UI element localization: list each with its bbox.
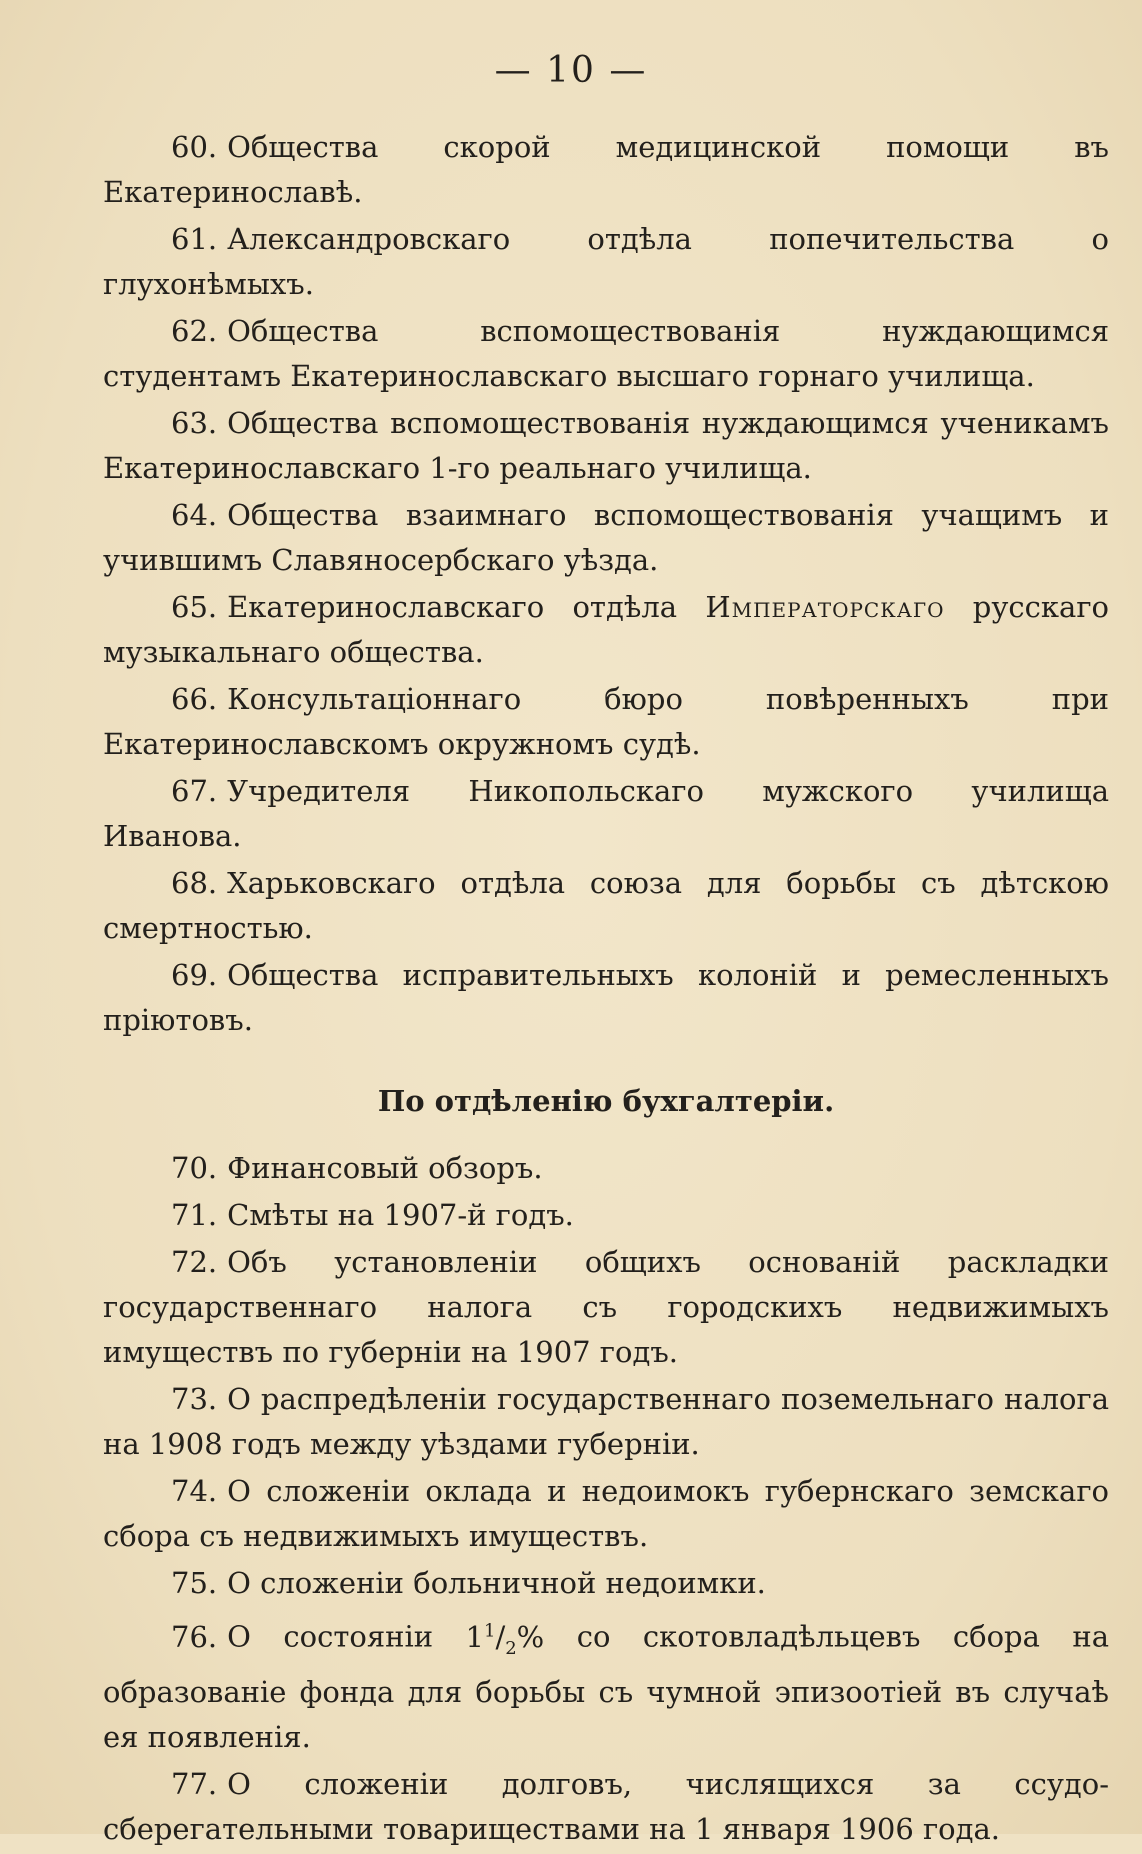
page-content <box>103 125 1109 1854</box>
list-item <box>103 309 1109 399</box>
item-text-caps: Императорскаго <box>705 590 945 624</box>
item-number: 76. <box>171 1619 218 1654</box>
item-text-before: О состояніи <box>227 1619 466 1654</box>
item-text: Общества исправительныхъ колоній и ремесленныхъ пріютовъ. <box>103 958 1109 1037</box>
item-text: Общества взаимнаго вспомоществованія учащимъ и учившимъ Славяносербскаго уѣзда. <box>103 498 1109 577</box>
list-item <box>103 861 1109 951</box>
list-item <box>103 585 1109 675</box>
item-text: Общества вспомоществованія нуждающимся студентамъ Екатеринославскаго высшаго горнаго училища. <box>103 314 1109 393</box>
item-text: О распредѣленіи государственнаго поземельнаго налога на 1908 годъ между уѣздами губерніи. <box>103 1382 1109 1461</box>
list-item <box>103 1561 1109 1606</box>
list-item <box>103 953 1109 1043</box>
item-number: 68. <box>171 866 218 900</box>
item-number: 65. <box>171 590 218 624</box>
list-item <box>103 493 1109 583</box>
item-text-before: Екатеринославскаго отдѣла <box>227 590 706 624</box>
list-item <box>103 1193 1109 1238</box>
item-number: 75. <box>171 1566 218 1600</box>
item-text: Финансовый обзоръ. <box>227 1151 543 1185</box>
item-number: 60. <box>171 130 218 164</box>
item-number: 70. <box>171 1151 218 1185</box>
item-text: Общества вспомоществованія нуждающимся ученикамъ Екатеринославскаго 1-го реальнаго училища. <box>103 406 1109 485</box>
list-item <box>103 1377 1109 1467</box>
item-text: О сложеніи долговъ, числящихся за ссудо-сберегательными товариществами на 1 января 1906 года. <box>103 1767 1109 1847</box>
fraction-percent: % <box>516 1619 545 1654</box>
item-number: 73. <box>171 1382 218 1416</box>
item-number: 62. <box>171 314 218 348</box>
item-text: Общества скорой медицинской помощи въ Екатеринославѣ. <box>103 130 1109 209</box>
item-text: Объ установленіи общихъ основаній раскладки государственнаго налога съ городскихъ недвижимыхъ имуществъ по губерніи на 1907 годъ. <box>103 1245 1109 1369</box>
list-item <box>103 125 1109 215</box>
list-item <box>103 401 1109 491</box>
item-number: 64. <box>171 498 218 532</box>
item-number: 74. <box>171 1474 218 1508</box>
item-number: 61. <box>171 222 218 256</box>
list-item <box>103 1240 1109 1375</box>
item-number: 71. <box>171 1198 218 1232</box>
item-text: О сложеніи больничной недоимки. <box>227 1566 766 1600</box>
fraction-denominator: 2 <box>505 1637 517 1659</box>
item-number: 72. <box>171 1245 218 1279</box>
item-text: О сложеніи оклада и недоимокъ губернскаго земскаго сбора съ недвижимыхъ имуществъ. <box>103 1474 1109 1553</box>
list-item <box>103 677 1109 767</box>
item-text: Консультаціоннаго бюро повѣренныхъ при Екатеринославскомъ окружномъ судѣ. <box>103 682 1109 761</box>
fraction: $1^1/_2\%$ <box>465 1619 545 1659</box>
item-text: Харьковскаго отдѣла союза для борьбы съ дѣтскою смертностью. <box>103 866 1109 945</box>
item-number: 77. <box>171 1767 218 1802</box>
list-item <box>103 217 1109 307</box>
item-number: 66. <box>171 682 218 716</box>
list-item <box>103 1146 1109 1191</box>
item-text: Смѣты на 1907-й годъ. <box>227 1198 574 1232</box>
page-number: — 10 — <box>494 50 648 91</box>
item-number: 69. <box>171 958 218 992</box>
fraction-numerator: 1 <box>483 1620 496 1641</box>
section-heading: По отдѣленію бухгалтеріи. <box>377 1084 835 1118</box>
fraction-whole: 1 <box>465 1619 484 1654</box>
item-text-after: со скотовладѣльцевъ сбора на образованіе фонда для борьбы съ чумной эпизоотіей въ случаѣ ея появленія. <box>103 1619 1109 1755</box>
item-number: 63. <box>171 406 218 440</box>
list-item <box>103 1762 1109 1852</box>
item-number: 67. <box>171 774 218 808</box>
item-text: Александровскаго отдѣла попечительства о глухонѣмыхъ. <box>103 222 1109 301</box>
list-item <box>103 1608 1109 1760</box>
list-item <box>103 1469 1109 1559</box>
list-item <box>103 769 1109 859</box>
item-text: Учредителя Никопольскаго мужского училища Иванова. <box>103 774 1109 853</box>
item-text-after: русскаго музыкальнаго общества. <box>103 590 1109 669</box>
